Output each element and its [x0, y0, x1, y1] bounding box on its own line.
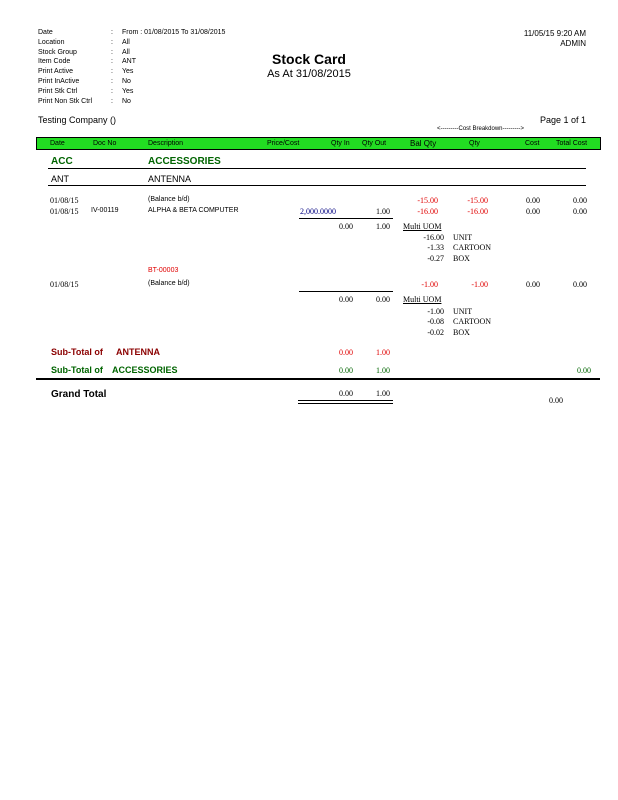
filter-label: Date [38, 29, 53, 36]
row3-date: 01/08/15 [50, 280, 79, 289]
row2-doc-no: IV-00119 [91, 207, 119, 214]
col-price-cost: Price/Cost [267, 140, 300, 147]
filter-colon: : [111, 78, 113, 85]
report-subtitle: As At 31/08/2015 [267, 68, 351, 80]
col-bal-qty: Bal Qty [410, 139, 437, 148]
row2-qty-out: 1.00 [376, 207, 390, 216]
row1-description: (Balance b/d) [148, 196, 190, 203]
row2-cost: 0.00 [526, 207, 540, 216]
filter-value: Yes [122, 68, 134, 76]
row2-bal-qty: -16.00 [417, 207, 438, 216]
filter-label: Print Active [38, 68, 74, 76]
row3-description: (Balance b/d) [148, 280, 190, 287]
grand-total-qty-in: 0.00 [339, 389, 353, 398]
bt-doc-no: BT-00003 [148, 267, 179, 274]
filter-label: Print Stk Ctrl [38, 87, 78, 95]
filter-colon: : [111, 97, 113, 105]
row2-qty: -16.00 [467, 207, 488, 216]
filter-colon: : [111, 38, 113, 46]
row3-qty: -1.00 [471, 280, 488, 289]
subtotal-item-label: Sub-Total of [51, 347, 103, 357]
block1-multi-uom: Multi UOM [403, 222, 442, 231]
col-cost: Cost [525, 140, 540, 147]
filter-label: Item Code [38, 58, 71, 66]
subtotal-item-qty-out: 1.00 [376, 348, 390, 357]
row1-date: 01/08/15 [50, 196, 79, 205]
filter-colon: : [111, 48, 113, 56]
filter-label: Print Non Stk Ctrl [38, 97, 93, 105]
filter-label: Stock Group [38, 48, 77, 56]
block2-uom2-qty: -0.08 [427, 317, 444, 326]
item-underline [48, 185, 586, 186]
col-qty-out: Qty Out [362, 140, 387, 147]
block1-qty-out: 1.00 [376, 222, 390, 231]
row1-cost: 0.00 [526, 196, 540, 205]
grand-total-rule [36, 378, 600, 380]
col-doc-no: Doc No [93, 140, 117, 147]
grand-total-double-rule-2 [298, 403, 393, 404]
filter-value: No [122, 97, 131, 105]
block2-qty-in: 0.00 [339, 295, 353, 304]
filter-colon: : [111, 29, 113, 36]
cost-breakdown-label: <---------Cost Breakdown---------> [437, 126, 524, 132]
block2-uom1-qty: -1.00 [427, 307, 444, 316]
group-name: ACCESSORIES [148, 156, 221, 167]
block1-uom3-unit: BOX [453, 254, 470, 263]
subtotal-group-label: Sub-Total of [51, 365, 103, 375]
item-code: ANT [51, 174, 69, 184]
block1-uom1-unit: UNIT [453, 233, 473, 242]
filter-label: Location [38, 38, 65, 46]
filter-colon: : [111, 68, 113, 76]
company-name: Testing Company () [38, 115, 117, 125]
col-description: Description [148, 140, 184, 147]
row3-bal-qty: -1.00 [421, 280, 438, 289]
subtotal-item-name: ANTENNA [116, 347, 160, 357]
block1-rule [299, 218, 393, 219]
filter-value: From : 01/08/2015 To 31/08/2015 [122, 29, 226, 36]
block2-qty-out: 0.00 [376, 295, 390, 304]
col-date: Date [50, 140, 65, 147]
block2-uom2-unit: CARTOON [453, 317, 492, 326]
block1-uom2-qty: -1.33 [427, 243, 444, 252]
user-name: ADMIN [560, 39, 586, 48]
subtotal-group-name: ACCESSORIES [112, 365, 178, 375]
print-time: 11/05/15 9:20 AM [523, 29, 586, 38]
block2-uom3-qty: -0.02 [427, 328, 444, 337]
block2-uom3-unit: BOX [453, 328, 470, 337]
item-name: ANTENNA [148, 174, 192, 184]
filter-colon: : [111, 87, 113, 95]
block2-uom1-unit: UNIT [453, 307, 473, 316]
block2-multi-uom: Multi UOM [403, 295, 442, 304]
subtotal-group-total-cost: 0.00 [577, 366, 591, 375]
filter-label: Print InActive [38, 78, 80, 85]
subtotal-item-qty-in: 0.00 [339, 348, 353, 357]
col-qty-in: Qty In [331, 140, 350, 147]
page-number: Page 1 of 1 [539, 115, 586, 125]
filter-value: Yes [122, 87, 134, 95]
filter-value: ANT [122, 58, 136, 66]
group-code: ACC [51, 156, 73, 167]
block2-rule [299, 291, 393, 292]
col-total-cost: Total Cost [556, 140, 588, 147]
row2-total-cost: 0.00 [573, 207, 587, 216]
column-header-bar [36, 137, 601, 150]
row2-date: 01/08/15 [50, 207, 79, 216]
block1-uom2-unit: CARTOON [453, 243, 492, 252]
grand-total-qty-out: 1.00 [376, 389, 390, 398]
col-qty: Qty [469, 140, 480, 147]
block1-uom1-qty: -16.00 [423, 233, 444, 242]
filter-value: All [122, 48, 130, 56]
grand-total-double-rule-1 [298, 400, 393, 401]
filter-value: All [122, 38, 130, 46]
row3-total-cost: 0.00 [573, 280, 587, 289]
filter-value: No [122, 78, 131, 85]
row2-description: ALPHA & BETA COMPUTER [148, 207, 239, 214]
block1-qty-in: 0.00 [339, 222, 353, 231]
row1-bal-qty: -15.00 [417, 196, 438, 205]
row1-total-cost: 0.00 [573, 196, 587, 205]
row3-cost: 0.00 [526, 280, 540, 289]
subtotal-group-qty-out: 1.00 [376, 366, 390, 375]
block1-uom3-qty: -0.27 [427, 254, 444, 263]
grand-total-cost: 0.00 [549, 396, 563, 405]
filter-colon: : [111, 58, 113, 66]
row2-price: 2,000.0000 [300, 207, 336, 216]
group-underline [48, 168, 586, 169]
row1-qty: -15.00 [467, 196, 488, 205]
subtotal-group-qty-in: 0.00 [339, 366, 353, 375]
report-title: Stock Card [272, 51, 346, 67]
grand-total-label: Grand Total [51, 389, 107, 400]
